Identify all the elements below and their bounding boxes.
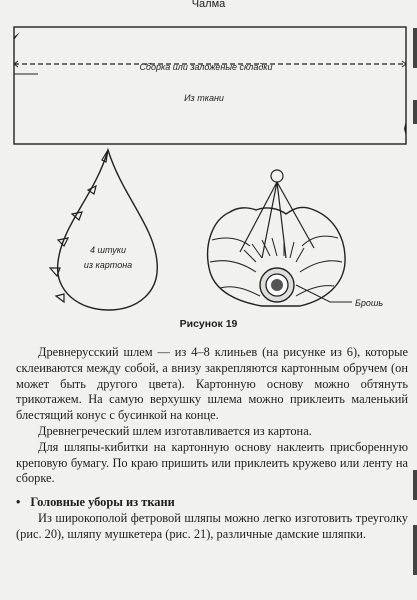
band-label-gathers: Сборка или заложеные складки (139, 62, 273, 72)
page-edge-mark (413, 470, 417, 500)
bullet-icon: • (16, 495, 21, 510)
fabric-band-drawing (14, 27, 406, 144)
turban-drawing (208, 170, 352, 306)
paragraph-felt-hat: Из широкополой фетровой шляпы можно легко изготовить треуголку (рис. 20), шляпу мушкетера (рис. 21), различные дамские шляпки. (16, 510, 408, 541)
body-text (16, 345, 408, 543)
page-edge-mark (413, 100, 417, 124)
cardboard-wedge-drawing (50, 150, 157, 310)
wedge-label-material: из картона (83, 260, 133, 270)
page-edge-mark (413, 28, 417, 68)
section-heading-text: Головные уборы из ткани (30, 495, 175, 510)
brooch-label: Брошь (355, 298, 384, 308)
wedge-label-count: 4 штуки (89, 245, 127, 255)
paragraph-greek-helmet: Древнегреческий шлем изготавливается из картона. (38, 423, 312, 438)
paragraph-russian-helmet: Древнерусский шлем — из 4–8 клиньев (на рисунке из 6), которые склеиваются между собой, а внизу закрепляются картонным обручем (он может быть другого цвета). Картонную основу можно обтянуть трикотажем. На самую верхушку шлема можно приклеить маленький блестящий конус с бусинкой на конце. (16, 345, 408, 423)
paragraph-kibitka-hat: Для шляпы-кибитки на картонную основу наклеить присборенную креповую бумагу. По краю пришить или приклеить кружево или ленту на сборке. (16, 439, 408, 486)
band-label-fabric: Из ткани (184, 93, 224, 103)
page-edge (411, 0, 417, 600)
figure-caption: Рисунок 19 (179, 318, 238, 330)
section-heading (16, 495, 408, 511)
page-edge-mark (413, 525, 417, 575)
page-header: Чалма (191, 0, 226, 10)
